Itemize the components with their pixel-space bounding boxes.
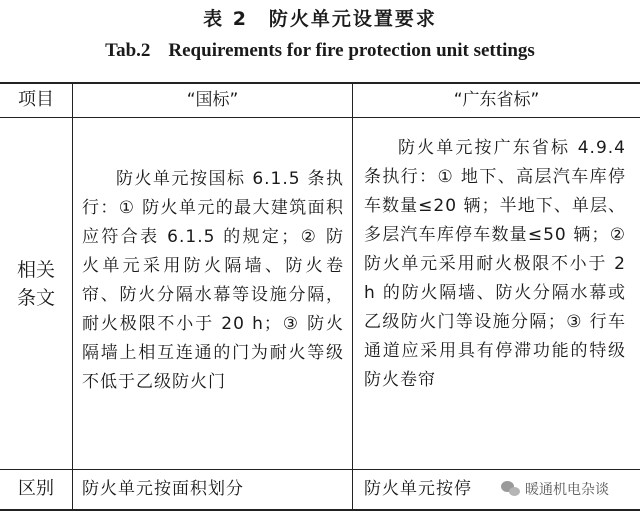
- header-national: “国标”: [186, 90, 239, 110]
- guangdong-difference-text: 防火单元按停: [364, 479, 472, 499]
- row-label-line1: 相关: [16, 259, 55, 281]
- guangdong-clause-text: 防火单元按广东省标 4.9.4 条执行：① 地下、高层汽车库停车数量≤20 辆；半地下、单层、多层汽车库停车数量≤50 辆；② 防火单元采用耐火极限不小于 2 h 的防火隔墙、防火分隔水幕或乙级防火门等设施分隔；③ 行车通道应采用具有停滞功能的特级防火卷帘: [364, 138, 626, 390]
- column-divider-1: [72, 83, 73, 510]
- header-rule: [0, 117, 640, 118]
- watermark: [498, 477, 612, 501]
- column-divider-2: [352, 83, 353, 510]
- table-caption-en: [0, 40, 640, 62]
- table-number: Tab.2: [105, 40, 151, 61]
- wechat-icon: [501, 481, 521, 497]
- row-label-related: [0, 256, 72, 312]
- national-clause-text: 防火单元按国标 6.1.5 条执行：① 防火单元的最大建筑面积应符合表 6.1.5 的规定；② 防火单元采用防火隔墙、防火卷帘、防火分隔水幕等设施分隔，耐火极限不小于 20 h；③ 防火隔墙上相互连通的门为耐火等级不低于乙级防火门: [82, 169, 344, 392]
- row-label-difference: 区别: [18, 478, 54, 499]
- national-difference-text: 防火单元按面积划分: [82, 479, 244, 499]
- table-caption-cn: 表 2 防火单元设置要求: [203, 8, 437, 30]
- row-label-line2: 条文: [16, 287, 55, 309]
- table-bottom-rule: [0, 509, 640, 511]
- table-title-en: Requirements for fire protection unit settings: [168, 40, 535, 61]
- watermark-text: 暖通机电杂谈: [525, 482, 609, 498]
- header-guangdong: “广东省标”: [453, 90, 540, 110]
- header-item: 项目: [18, 89, 54, 110]
